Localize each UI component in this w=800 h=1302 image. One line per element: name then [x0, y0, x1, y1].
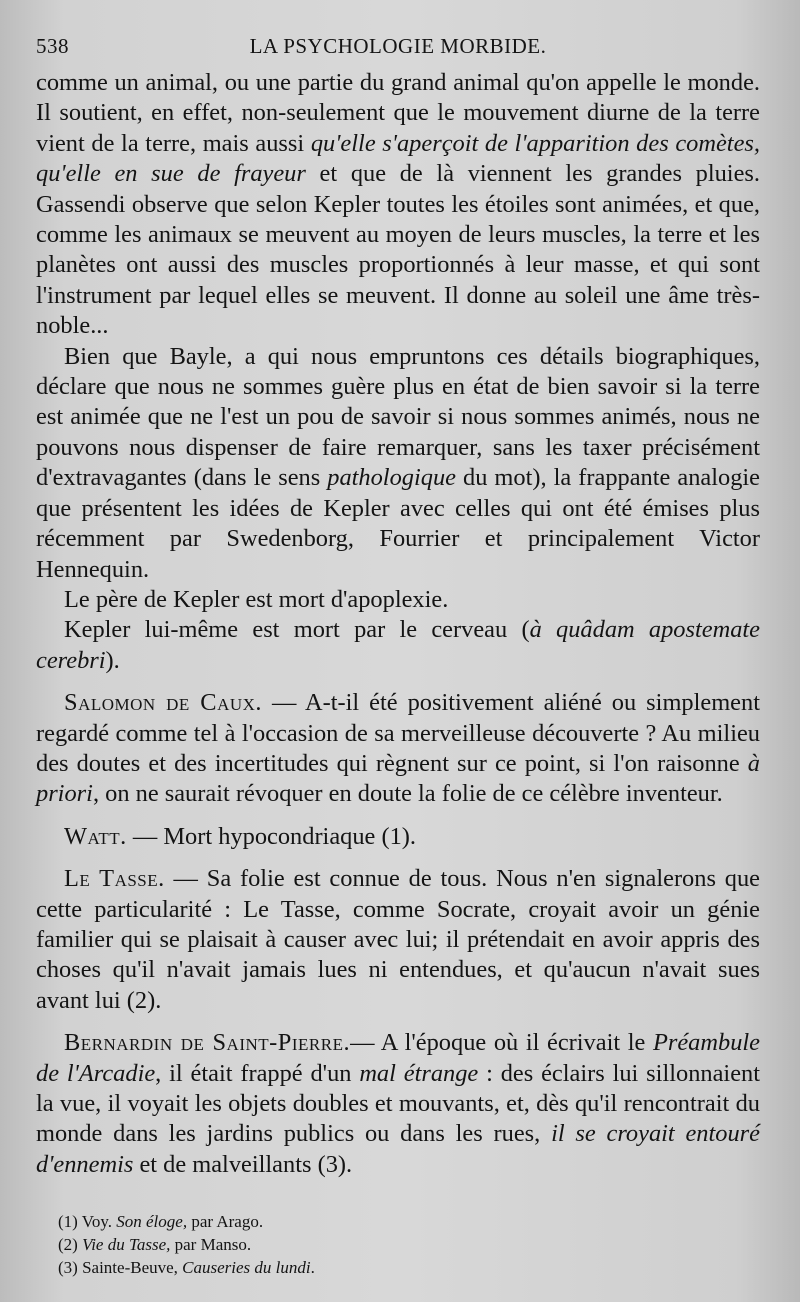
entry-name: Bernardin de Saint-Pierre.	[64, 1029, 351, 1057]
text-run: — A-t-il été positivement aliéné ou simplement regardé comme tel à l'occasion de sa merveilleuse découverte ? Au milieu des doutes et des incertitudes qui règnent sur ce point, si l'on raisonne	[36, 689, 760, 777]
body-text	[36, 68, 760, 1180]
text-run: comme un animal, ou une partie du grand animal qu'on appelle le monde. Il soutient, en effet, non-seulement que le mouvement diurne de la terre vient de la terre, mais aussi	[36, 69, 760, 157]
footnote-italic: Causeries du lundi	[182, 1258, 311, 1278]
text-run: et de malveillants (3).	[133, 1150, 353, 1178]
entry-name: Watt.	[64, 822, 127, 850]
text-run: ).	[105, 646, 120, 674]
footnote-2	[58, 1233, 760, 1256]
footnote-italic: Son éloge,	[116, 1212, 188, 1232]
footnote-text: par Manso.	[170, 1235, 252, 1255]
footnote-text: (3) Sainte-Beuve,	[58, 1258, 183, 1278]
footnote-text: par Arago.	[187, 1212, 264, 1232]
footnote-1	[58, 1210, 760, 1233]
paragraph-bernardin	[36, 1028, 760, 1180]
entry-name: Le Tasse.	[64, 865, 165, 893]
paragraph-salomon-de-caux	[36, 688, 760, 810]
italic-phrase: il se croyait entouré d'ennemis	[36, 1120, 760, 1178]
footnote-3	[58, 1256, 760, 1279]
text-run: — A l'époque où il écrivait le	[350, 1029, 653, 1057]
footnote-text: .	[310, 1258, 315, 1278]
italic-phrase: mal étrange	[359, 1059, 479, 1087]
text-run: Kepler lui-même est mort par le cerveau (	[64, 616, 530, 644]
italic-latin: à quâdam apostemate cerebri	[36, 616, 760, 674]
paragraph-watt	[36, 822, 760, 852]
paragraph-kepler-father: Le père de Kepler est mort d'apoplexie.	[64, 585, 449, 613]
footnote-text: (2)	[58, 1235, 83, 1255]
paragraph-kepler-animal	[36, 68, 760, 342]
footnotes	[36, 1210, 760, 1279]
italic-word: pathologique	[327, 464, 456, 492]
paragraph-kepler-death	[36, 615, 760, 676]
entry-name: Salomon de Caux.	[64, 689, 262, 717]
text-run: : des éclairs lui sillonnaient la vue, il voyait les objets doubles et mouvants, et, dès qu'il rencontrait du monde dans les jardins publics ou dans les rues,	[36, 1059, 760, 1148]
italic-title: Préambule de l'Arcadie	[36, 1029, 760, 1087]
text-run: du mot), la frappante analogie que présentent les idées de Kepler avec celles qui ont été émises plus récemment par Swedenborg, Fourrier et principalement Victor Hennequin.	[36, 464, 760, 583]
running-head	[36, 28, 760, 68]
text-run: , il était frappé d'un	[155, 1059, 360, 1087]
paragraph-bayle	[36, 342, 760, 585]
footnote-italic: Vie du Tasse,	[82, 1235, 171, 1255]
paragraph-le-tasse	[36, 864, 760, 1016]
italic-quote: qu'elle s'aperçoit de l'apparition des comètes, qu'elle en sue de frayeur	[36, 129, 760, 188]
italic-latin: à priori	[36, 749, 760, 808]
text-run: — Sa folie est connue de tous. Nous n'en signalerons que cette particularité : Le Tasse, comme Socrate, croyait avoir un génie familier qui se plaisait à causer avec lui; il prétendait en avoir appris des choses qu'il n'avait jamais lues ni entendues, et qu'aucun n'avait sues avant lui (2).	[36, 865, 760, 1014]
text-run: — Mort hypocondriaque (1).	[126, 822, 417, 850]
page-number: 538	[36, 34, 69, 58]
text-run: et que de là viennent les grandes pluies. Gassendi observe que selon Kepler toutes les étoiles sont animées, et que, comme les animaux se meuvent au moyen de leurs muscles, la terre et les planètes ont aussi des muscles proportionnés à leur masse, et qui sont l'instrument par lequel elles se meuvent. Il donne au soleil une âme très-noble...	[36, 160, 761, 340]
text-run: Bien que Bayle, a qui nous empruntons ces détails biographiques, déclare que nous ne sommes guère plus en état de bien savoir si la terre est animée que ne l'est un pou de savoir si nous sommes animés, nous ne pouvons nous dispenser de faire remarquer, sans les taxer précisément d'extravagantes (dans le sens	[36, 342, 760, 492]
footnote-text: (1) Voy.	[58, 1212, 117, 1232]
text-run: , on ne saurait révoquer en doute la folie de ce célèbre inventeur.	[92, 780, 723, 808]
running-title: LA PSYCHOLOGIE MORBIDE.	[249, 34, 547, 58]
